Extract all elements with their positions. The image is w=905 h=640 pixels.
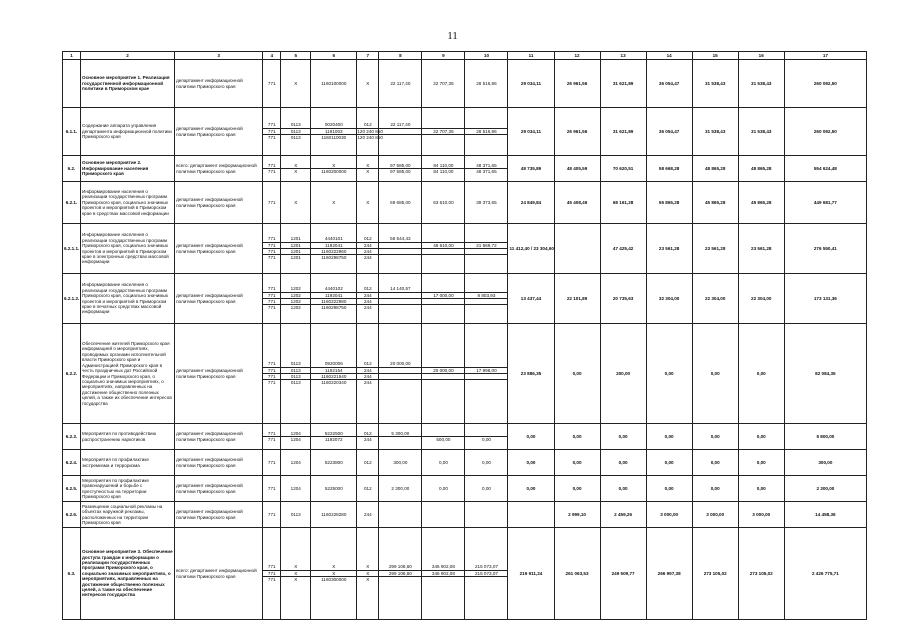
col-year-10: [465, 502, 508, 528]
col-year-14: 266 997,38: [646, 528, 692, 620]
row-department: департамент информационной политики Приморского края: [175, 324, 263, 424]
header-cell: 7: [357, 52, 379, 60]
col-year-15: 48 865,28: [692, 156, 738, 182]
col-year-13: 31 621,89: [600, 60, 646, 108]
col-year-12: 48 405,59: [554, 156, 600, 182]
col-year-8: 300,00: [379, 450, 422, 476]
table-row: [63, 424, 867, 450]
col-year-16: 31 538,43: [738, 108, 784, 156]
header-cell: 11: [508, 52, 554, 60]
col-vr: X X: [357, 156, 379, 182]
col-year-16: 23 561,28: [738, 224, 784, 274]
col-year-14: 0,00: [646, 476, 692, 502]
col-year-15: 23 561,28: [692, 224, 738, 274]
col-year-15: 0,00: [692, 324, 738, 424]
col-total: 300,00: [784, 450, 866, 476]
header-cell: 2: [81, 52, 175, 60]
col-year-14: 58 668,28: [646, 156, 692, 182]
col-year-12: 0,00: [554, 476, 600, 502]
col-year-12: 26 961,56: [554, 60, 600, 108]
col-year-8: 22 117,40: [379, 60, 422, 108]
header-cell: 4: [263, 52, 281, 60]
col-year-15: 0,00: [692, 450, 738, 476]
col-year-14: 0,00: [646, 324, 692, 424]
row-code: [63, 60, 81, 108]
row-name: Мероприятия по профилактике правонарушений и борьбе с преступностью на территории Приморского края: [81, 476, 175, 502]
page-number: 11: [447, 30, 458, 42]
col-grbs: 771 771: [263, 424, 281, 450]
col-vr: 012 244: [357, 424, 379, 450]
col-year-15: 273 105,02: [692, 528, 738, 620]
col-vr: 012 120 240 850 120 240 850: [357, 108, 379, 156]
col-year-16: 0,00: [738, 450, 784, 476]
col-total: 449 681,77: [784, 182, 866, 224]
row-department: департамент информационной политики Приморского края: [175, 224, 263, 274]
row-name: Мероприятия по противодействию распространению наркотиков: [81, 424, 175, 450]
table-row: [63, 528, 867, 620]
row-code: 6.2.4.: [63, 450, 81, 476]
row-code: 6.2.1.: [63, 182, 81, 224]
row-name: Содержание аппарата управления департамента информационной политики Приморского края: [81, 108, 175, 156]
table-row: [63, 476, 867, 502]
col-year-12: 0,00: [554, 424, 600, 450]
header-cell: 3: [175, 52, 263, 60]
col-year-11: 219 911,24: [508, 528, 554, 620]
col-year-10: 8 803,93: [465, 274, 508, 324]
col-year-10: 0,00: [465, 476, 508, 502]
col-year-16: 45 865,28: [738, 182, 784, 224]
header-cell: 12: [554, 52, 600, 60]
col-year-16: 0,00: [738, 424, 784, 450]
col-year-15: 31 538,43: [692, 60, 738, 108]
col-year-10: 21 569,72: [465, 224, 508, 274]
budget-table: [62, 51, 867, 620]
col-year-10: 0,00: [465, 424, 508, 450]
table-row: [63, 450, 867, 476]
col-year-14: 23 561,28: [646, 224, 692, 274]
col-year-11: 48 735,89: [508, 156, 554, 182]
col-rzpr: 1202 1202 1202 1202: [281, 274, 311, 324]
col-year-12: 0,00: [554, 324, 600, 424]
col-csr: 1160228280: [311, 502, 357, 528]
col-year-8: 69 685,00: [379, 182, 422, 224]
row-department: департамент информационной политики Приморского края: [175, 450, 263, 476]
col-year-9: 46 610,00: [422, 224, 465, 274]
col-year-16: 0,00: [738, 476, 784, 502]
col-grbs: 771 771 771: [263, 528, 281, 620]
col-csr: 4440102 1192041 1160222980 1160298750: [311, 274, 357, 324]
table-row: [63, 60, 867, 108]
row-name: Основное мероприятие 3. Обеспечение доступа граждан к информации о реализации государственных программ Приморского края, о социально значимых мероприятиях, о мероприятиях, направленных на достижение общественно полезных целей, а также на обеспечение интересов государства: [81, 528, 175, 620]
col-year-15: 31 538,43: [692, 108, 738, 156]
col-year-12: 26 961,56: [554, 108, 600, 156]
row-name: Основное мероприятие 2. Информирование населения Приморского края: [81, 156, 175, 182]
col-year-13: 200,00: [600, 324, 646, 424]
table-row: [63, 156, 867, 182]
col-year-9: 20 000,00: [422, 324, 465, 424]
col-csr: 5223800: [311, 450, 357, 476]
col-year-13: 0,00: [600, 476, 646, 502]
col-year-13: 31 621,89: [600, 108, 646, 156]
col-year-13: 2 459,26: [600, 502, 646, 528]
table-row: [63, 502, 867, 528]
col-year-9: [422, 502, 465, 528]
col-year-11: 23 886,35: [508, 324, 554, 424]
col-year-12: 2 999,10: [554, 502, 600, 528]
col-year-14: 36 054,47: [646, 60, 692, 108]
col-vr: 244: [357, 502, 379, 528]
col-year-15: 22 304,00: [692, 274, 738, 324]
row-department: департамент информационной политики Приморского края: [175, 502, 263, 528]
col-year-8: 299 108,60 299 108,60: [379, 528, 422, 620]
col-year-11: 11 412,40 / 23 304,60: [508, 224, 554, 274]
col-vr: 012 244 244 244: [357, 224, 379, 274]
header-cell: 6: [311, 52, 357, 60]
col-grbs: 771: [263, 502, 281, 528]
header-cell: 5: [281, 52, 311, 60]
row-code: 6.2.3.: [63, 424, 81, 450]
col-grbs: 771 771 771 771: [263, 224, 281, 274]
header-cell: 15: [692, 52, 738, 60]
col-year-10: 28 516,86: [465, 60, 508, 108]
col-csr: X: [311, 182, 357, 224]
row-name: Информирование населения о реализации государственных программ Приморского края, социально значимых проектов и мероприятий в Приморском крае в печатных средствах массовой информации: [81, 274, 175, 324]
col-year-16: 22 304,00: [738, 274, 784, 324]
col-csr: 0920006 1192154 1160221540 1160220340: [311, 324, 357, 424]
row-department: департамент информационной политики Приморского края: [175, 274, 263, 324]
col-year-11: 13 437,44: [508, 274, 554, 324]
col-total: 260 092,50: [784, 108, 866, 156]
col-year-12: 261 063,53: [554, 528, 600, 620]
col-grbs: 771: [263, 182, 281, 224]
row-department: департамент информационной политики Приморского края: [175, 182, 263, 224]
col-year-9: 63 610,00: [422, 182, 465, 224]
col-year-9: 22 707,35: [422, 108, 465, 156]
row-name: Мероприятия по профилактике экстремизма и терроризма: [81, 450, 175, 476]
col-year-16: 48 865,28: [738, 156, 784, 182]
col-grbs: 771: [263, 476, 281, 502]
col-rzpr: 1204: [281, 450, 311, 476]
col-year-12: 0,00: [554, 450, 600, 476]
col-year-13: 70 620,51: [600, 156, 646, 182]
row-code: 6.2.1.2.: [63, 274, 81, 324]
col-year-14: 32 304,00: [646, 274, 692, 324]
col-csr: 5222500 1192072: [311, 424, 357, 450]
col-grbs: 771 771 771: [263, 108, 281, 156]
col-total: 173 131,36: [784, 274, 866, 324]
col-year-9: 22 707,35: [422, 60, 465, 108]
col-year-11: 24 849,84: [508, 182, 554, 224]
row-code: 6.2.2.: [63, 324, 81, 424]
col-csr: X 1160200000: [311, 156, 357, 182]
row-code: 6.2.5.: [63, 476, 81, 502]
col-year-10: 48 371,65 48 371,65: [465, 156, 508, 182]
col-vr: 012 244 244 244: [357, 324, 379, 424]
col-year-10: 215 073,07 215 073,07: [465, 528, 508, 620]
row-department: всего: департамент информационной политики Приморского края: [175, 156, 263, 182]
col-year-12: 45 408,49: [554, 182, 600, 224]
col-year-16: 31 538,43: [738, 60, 784, 108]
col-rzpr: 1204 1204: [281, 424, 311, 450]
col-year-10: 28 516,86: [465, 108, 508, 156]
col-year-9: 500,00: [422, 424, 465, 450]
col-year-16: 3 000,00: [738, 502, 784, 528]
col-grbs: 771 771 771 771: [263, 274, 281, 324]
header-row: [63, 52, 867, 60]
col-rzpr: X: [281, 182, 311, 224]
col-year-9: 17 000,00: [422, 274, 465, 324]
col-rzpr: 1204: [281, 476, 311, 502]
col-year-11: [508, 502, 554, 528]
col-grbs: 771 771: [263, 156, 281, 182]
row-name: Информирование населения о реализации государственных программ Приморского края, социально значимых проектов и мероприятий в Приморском крае в средствах массовой информации: [81, 182, 175, 224]
col-total: 2 300,00: [784, 476, 866, 502]
header-cell: 1: [63, 52, 81, 60]
col-total: 260 092,50: [784, 60, 866, 108]
col-grbs: 771 771 771 771: [263, 324, 281, 424]
col-year-11: 0,00: [508, 424, 554, 450]
col-year-12: 22 101,89: [554, 274, 600, 324]
col-year-13: 20 735,63: [600, 274, 646, 324]
col-year-12: [554, 224, 600, 274]
col-grbs: 771: [263, 450, 281, 476]
col-vr: 012: [357, 450, 379, 476]
header-cell: 10: [465, 52, 508, 60]
col-year-14: 0,00: [646, 424, 692, 450]
col-year-8: 14 140,57: [379, 274, 422, 324]
col-total: 82 084,35: [784, 324, 866, 424]
col-year-11: 29 034,11: [508, 108, 554, 156]
col-rzpr: 1201 1201 1201 1201: [281, 224, 311, 274]
col-vr: X: [357, 182, 379, 224]
col-year-10: 0,00: [465, 450, 508, 476]
col-csr: 5225000: [311, 476, 357, 502]
col-csr: 0020400 1191003 1160110030: [311, 108, 357, 156]
col-year-13: 47 425,42: [600, 224, 646, 274]
table-row: [63, 108, 867, 156]
row-code: 6.1.1.: [63, 108, 81, 156]
col-csr: 4440101 1192041 1160222960 1160298750: [311, 224, 357, 274]
row-department: департамент информационной политики Приморского края: [175, 60, 263, 108]
col-year-13: 249 509,77: [600, 528, 646, 620]
col-total: 276 550,41: [784, 224, 866, 274]
col-year-16: 273 105,02: [738, 528, 784, 620]
col-rzpr: 0113 0113 0113: [281, 108, 311, 156]
col-vr: 012 244 244 244: [357, 274, 379, 324]
col-year-11: 29 034,11: [508, 60, 554, 108]
header-cell: 17: [784, 52, 866, 60]
col-year-13: 68 161,28: [600, 182, 646, 224]
row-name: Размещение социальной рекламы на объектах наружной рекламы, расположенных на территории Приморского края: [81, 502, 175, 528]
col-year-9: 0,00: [422, 476, 465, 502]
col-rzpr: X: [281, 60, 311, 108]
col-year-9: 84 110,00 84 110,00: [422, 156, 465, 182]
col-rzpr: 0113 0113 0113 0113: [281, 324, 311, 424]
col-year-10: 39 373,65: [465, 182, 508, 224]
col-csr: 1160100000: [311, 60, 357, 108]
col-vr: 012: [357, 476, 379, 502]
col-year-8: 2 300,00: [379, 476, 422, 502]
row-name: Информирование населения о реализации государственных программ Приморского края, социально значимых проектов и мероприятий в Приморском крае в электронных средствах массовой информации: [81, 224, 175, 274]
row-code: 6.3.: [63, 528, 81, 620]
row-code: 6.2.6.: [63, 502, 81, 528]
col-total: 2 426 775,71: [784, 528, 866, 620]
col-rzpr: X X X: [281, 528, 311, 620]
col-year-16: 0,00: [738, 324, 784, 424]
col-vr: X: [357, 60, 379, 108]
table-row: [63, 274, 867, 324]
header-cell: 8: [379, 52, 422, 60]
col-total: 554 624,48: [784, 156, 866, 182]
table-row: [63, 324, 867, 424]
header-cell: 16: [738, 52, 784, 60]
col-year-8: [379, 502, 422, 528]
col-total: 5 800,00: [784, 424, 866, 450]
col-year-8: 56 544,43: [379, 224, 422, 274]
col-year-14: 3 000,00: [646, 502, 692, 528]
col-year-15: 3 000,00: [692, 502, 738, 528]
row-code: 6.2.: [63, 156, 81, 182]
header-cell: 13: [600, 52, 646, 60]
row-code: 6.2.1.1.: [63, 224, 81, 274]
col-year-9: 0,00: [422, 450, 465, 476]
col-year-14: 55 865,28: [646, 182, 692, 224]
row-name: Обеспечение жителей Приморского края информацией о мероприятиях, проводимых органами исполнительной власти Приморского края и Администрацией Приморского края в честь праздничных дат Российской Федерации и Приморского края, о социально значимых мероприятиях, о мероприятиях, направленных на достижение общественно полезных целей, а также их обеспечение интересов государства: [81, 324, 175, 424]
col-year-11: 0,00: [508, 476, 554, 502]
row-department: департамент информационной политики Приморского края: [175, 108, 263, 156]
col-csr: X X 1160300000: [311, 528, 357, 620]
col-vr: X X X: [357, 528, 379, 620]
col-year-13: 0,00: [600, 450, 646, 476]
col-year-8: 97 585,00 97 585,00: [379, 156, 422, 182]
header-cell: 9: [422, 52, 465, 60]
col-grbs: 771: [263, 60, 281, 108]
col-year-15: 45 865,28: [692, 182, 738, 224]
table-row: [63, 182, 867, 224]
row-name: Основное мероприятие 1. Реализация государственной информационной политики в Приморском крае: [81, 60, 175, 108]
row-department: всего: департамент информационной политики Приморского края: [175, 528, 263, 620]
col-year-11: 0,00: [508, 450, 554, 476]
col-total: 14 458,36: [784, 502, 866, 528]
col-year-9: 346 902,08 346 902,08: [422, 528, 465, 620]
col-year-15: 0,00: [692, 476, 738, 502]
row-department: департамент информационной политики Приморского края: [175, 476, 263, 502]
header-cell: 14: [646, 52, 692, 60]
col-year-8: 22 117,40: [379, 108, 422, 156]
col-year-15: 0,00: [692, 424, 738, 450]
col-year-14: 36 054,47: [646, 108, 692, 156]
row-department: департамент информационной политики Приморского края: [175, 424, 263, 450]
table-row: [63, 224, 867, 274]
col-year-14: 0,00: [646, 450, 692, 476]
col-year-8: 20 000,00: [379, 324, 422, 424]
col-year-13: 0,00: [600, 424, 646, 450]
col-rzpr: 0113: [281, 502, 311, 528]
col-year-10: 17 998,00: [465, 324, 508, 424]
col-year-8: 5 300,00: [379, 424, 422, 450]
col-rzpr: X X: [281, 156, 311, 182]
